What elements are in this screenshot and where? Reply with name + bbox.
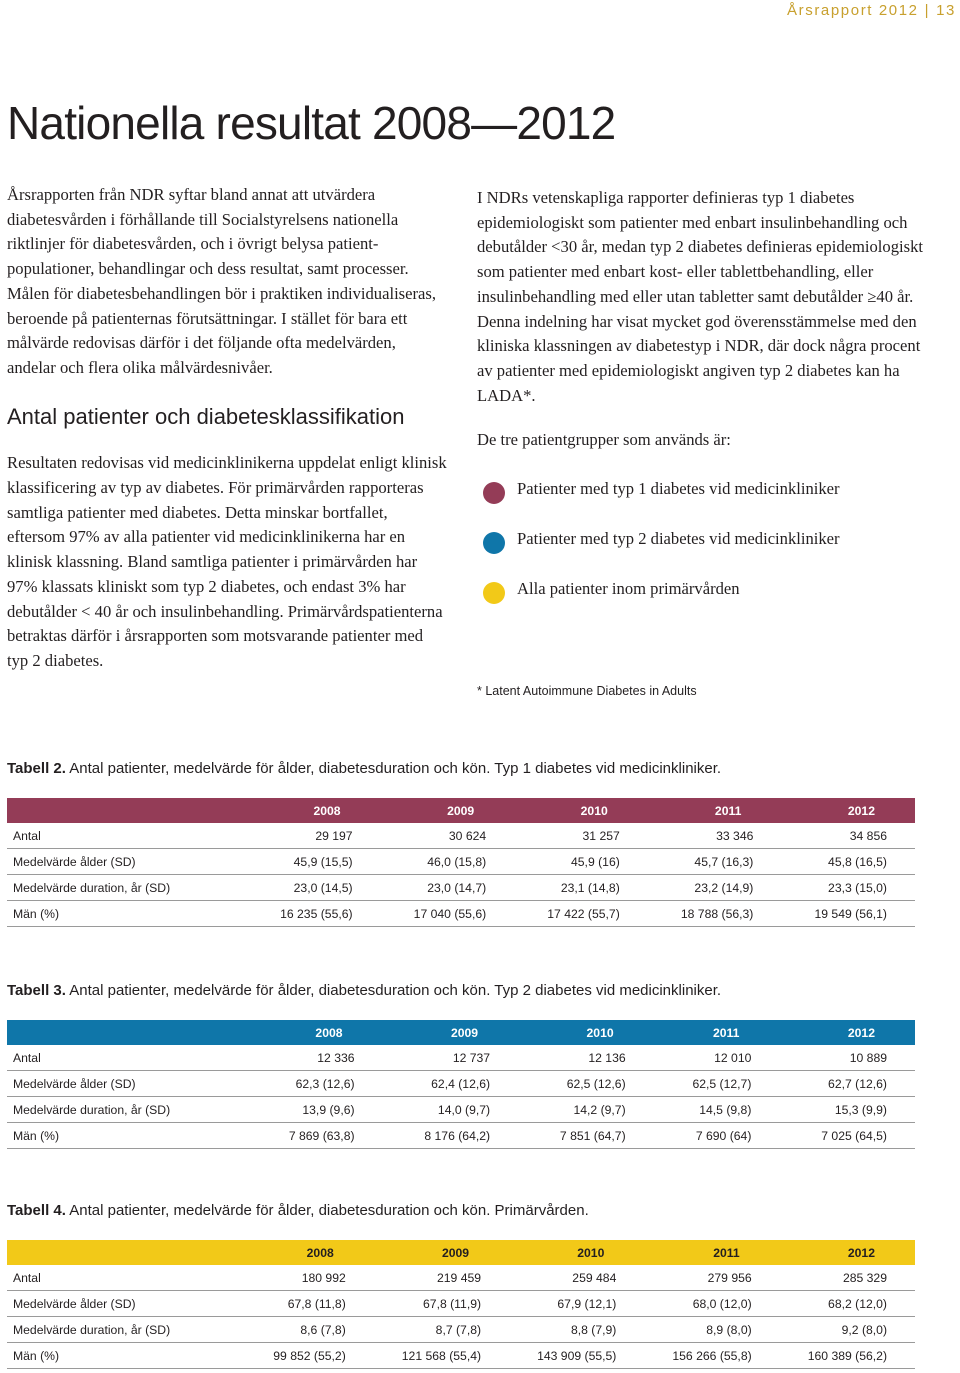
left-column xyxy=(7,183,447,674)
cell: 68,2 (12,0) xyxy=(780,1291,915,1317)
year-header: 2012 xyxy=(780,1240,915,1265)
cell: 17 422 (55,7) xyxy=(514,901,648,927)
group-label: Patienter med typ 2 diabetes vid medicinkliniker xyxy=(517,529,840,549)
cell: 18 788 (56,3) xyxy=(648,901,782,927)
cell: 30 624 xyxy=(381,823,515,849)
type2-dot-icon xyxy=(483,532,505,554)
cell: 45,8 (16,5) xyxy=(781,849,915,875)
cell: 219 459 xyxy=(374,1265,509,1291)
cell: 62,5 (12,6) xyxy=(518,1071,654,1097)
row-label: Medelvärde duration, år (SD) xyxy=(7,875,247,901)
table4-caption xyxy=(7,1202,589,1219)
cell: 14,5 (9,8) xyxy=(654,1097,780,1123)
table-row xyxy=(7,1291,915,1317)
row-label: Medelvärde ålder (SD) xyxy=(7,849,247,875)
group-label: Patienter med typ 1 diabetes vid medicinkliniker xyxy=(517,479,840,499)
table3 xyxy=(7,1020,915,1149)
cell: 259 484 xyxy=(509,1265,644,1291)
header-blank xyxy=(7,1020,247,1045)
year-header: 2009 xyxy=(381,798,515,823)
cell: 8,7 (7,8) xyxy=(374,1317,509,1343)
cell: 156 266 (55,8) xyxy=(644,1343,779,1369)
table-row xyxy=(7,1343,915,1369)
table-row xyxy=(7,1045,915,1071)
cell: 16 235 (55,6) xyxy=(247,901,381,927)
type1-dot-icon xyxy=(483,482,505,504)
report-name: Årsrapport 2012 xyxy=(787,2,919,19)
definition-paragraph: I NDRs vetenskapliga rapporter definieras typ 1 diabetes epidemiologiskt som patienter med enbart insulinbehandling och debutålder <30 år, medan typ 2 diabetes definieras epidemiologiskt som patienter med enbart kost- eller tablettbehandling, eller insulinbehandling med eller utan tabletter samt debutålder ≥40 år. Denna indelning har visat mycket god överensstämmelse med den kliniska klassningen av diabetestyp i NDR, där dock några procent av patienter med epidemiologiskt angiven typ 2 diabetes kan ha LADA*. xyxy=(477,188,923,405)
cell: 23,0 (14,7) xyxy=(381,875,515,901)
page-number: 13 xyxy=(936,2,956,19)
cell: 45,9 (15,5) xyxy=(247,849,381,875)
year-header: 2012 xyxy=(781,798,915,823)
year-header: 2008 xyxy=(247,798,381,823)
cell: 10 889 xyxy=(779,1045,915,1071)
cell: 8,8 (7,9) xyxy=(509,1317,644,1343)
cell: 31 257 xyxy=(514,823,648,849)
cell: 15,3 (9,9) xyxy=(779,1097,915,1123)
cell: 68,0 (12,0) xyxy=(644,1291,779,1317)
table3-caption xyxy=(7,982,721,999)
cell: 180 992 xyxy=(247,1265,374,1291)
row-label: Medelvärde ålder (SD) xyxy=(7,1291,247,1317)
cell: 62,7 (12,6) xyxy=(779,1071,915,1097)
cell: 62,3 (12,6) xyxy=(247,1071,383,1097)
cell: 62,5 (12,7) xyxy=(654,1071,780,1097)
row-label: Medelvärde duration, år (SD) xyxy=(7,1317,247,1343)
cell: 46,0 (15,8) xyxy=(381,849,515,875)
cell: 67,8 (11,8) xyxy=(247,1291,374,1317)
table3-number: Tabell 3. xyxy=(7,982,66,999)
table-row xyxy=(7,823,915,849)
cell: 7 025 (64,5) xyxy=(779,1123,915,1149)
page-title: Nationella resultat 2008—2012 xyxy=(7,97,616,149)
cell: 99 852 (55,2) xyxy=(247,1343,374,1369)
year-header: 2011 xyxy=(654,1020,780,1045)
row-label: Antal xyxy=(7,823,247,849)
row-label: Medelvärde duration, år (SD) xyxy=(7,1097,247,1123)
cell: 23,1 (14,8) xyxy=(514,875,648,901)
header-blank xyxy=(7,1240,247,1265)
cell: 143 909 (55,5) xyxy=(509,1343,644,1369)
table4-caption-text: Antal patienter, medelvärde för ålder, diabetesduration och kön. Primärvården. xyxy=(65,1202,589,1219)
cell: 160 389 (56,2) xyxy=(780,1343,915,1369)
cell: 12 136 xyxy=(518,1045,654,1071)
cell: 13,9 (9,6) xyxy=(247,1097,383,1123)
row-label: Antal xyxy=(7,1265,247,1291)
cell: 12 010 xyxy=(654,1045,780,1071)
table2-number: Tabell 2. xyxy=(7,760,66,777)
cell: 7 851 (64,7) xyxy=(518,1123,654,1149)
classification-paragraph: Resultaten redovisas vid medicinklinikerna uppdelat enligt klinisk klassificering av typ av diabetes. För primärvården rapporteras samtliga patienter med diabetes. Detta minskar bortfallet, eftersom 97% av alla patienter vid medicinklinikerna har en klinisk klassning. Bland samtliga patienter i primärvården har 97% klassats kliniskt som typ 2 diabetes, och endast 3% har debutålder < 40 år och insulinbehandling. Primärvårdspatienterna betraktas därför i årsrapporten som motsvarande patienter med typ 2 diabetes. xyxy=(7,453,447,670)
cell: 14,0 (9,7) xyxy=(383,1097,519,1123)
group-type1 xyxy=(477,477,937,527)
table-row xyxy=(7,1265,915,1291)
table-row xyxy=(7,875,915,901)
header-separator: | xyxy=(924,2,931,19)
year-header: 2010 xyxy=(518,1020,654,1045)
table-row xyxy=(7,1317,915,1343)
group-type2 xyxy=(477,527,937,577)
cell: 19 549 (56,1) xyxy=(781,901,915,927)
table2-caption xyxy=(7,760,721,777)
cell: 33 346 xyxy=(648,823,782,849)
group-label: Alla patienter inom primärvården xyxy=(517,579,740,599)
cell: 45,9 (16) xyxy=(514,849,648,875)
cell: 29 197 xyxy=(247,823,381,849)
header-blank xyxy=(7,798,247,823)
row-label: Män (%) xyxy=(7,1123,247,1149)
year-header: 2008 xyxy=(247,1240,374,1265)
year-header: 2009 xyxy=(383,1020,519,1045)
table4 xyxy=(7,1240,915,1369)
year-header: 2010 xyxy=(514,798,648,823)
cell: 8,6 (7,8) xyxy=(247,1317,374,1343)
cell: 67,9 (12,1) xyxy=(509,1291,644,1317)
running-header xyxy=(787,2,956,19)
cell: 7 690 (64) xyxy=(654,1123,780,1149)
footnote: * Latent Autoimmune Diabetes in Adults xyxy=(477,684,697,698)
primary-care-dot-icon xyxy=(483,582,505,604)
year-header: 2009 xyxy=(374,1240,509,1265)
group-primary-care xyxy=(477,577,937,627)
cell: 17 040 (55,6) xyxy=(381,901,515,927)
row-label: Medelvärde ålder (SD) xyxy=(7,1071,247,1097)
cell: 121 568 (55,4) xyxy=(374,1343,509,1369)
cell: 45,7 (16,3) xyxy=(648,849,782,875)
table3-caption-text: Antal patienter, medelvärde för ålder, diabetesduration och kön. Typ 2 diabetes vid medicinkliniker. xyxy=(65,982,722,999)
year-header: 2012 xyxy=(779,1020,915,1045)
cell: 23,0 (14,5) xyxy=(247,875,381,901)
intro-paragraph: Årsrapporten från NDR syftar bland annat att utvärdera diabetesvården i förhållande till Socialstyrelsens nationella riktlinjer för diabetesvården, och i övrigt belysa patientpopulationer, behandlingar och dess resultat, samt processer. Målen för diabetesbehandlingen bör i praktiken individualiseras, beroende på patienternas förutsättningar. I stället för bara ett målvärde redovisas därför i det följande ofta medelvärden, andelar och flera olika målvärdesnivåer. xyxy=(7,185,437,377)
cell: 8 176 (64,2) xyxy=(383,1123,519,1149)
patient-groups-list xyxy=(477,477,937,627)
right-column xyxy=(477,186,937,627)
row-label: Män (%) xyxy=(7,1343,247,1369)
table-header-row xyxy=(7,798,915,823)
cell: 14,2 (9,7) xyxy=(518,1097,654,1123)
cell: 23,3 (15,0) xyxy=(781,875,915,901)
table-header-row xyxy=(7,1240,915,1265)
table-row xyxy=(7,901,915,927)
cell: 67,8 (11,9) xyxy=(374,1291,509,1317)
row-label: Män (%) xyxy=(7,901,247,927)
cell: 34 856 xyxy=(781,823,915,849)
year-header: 2011 xyxy=(644,1240,779,1265)
cell: 9,2 (8,0) xyxy=(780,1317,915,1343)
cell: 8,9 (8,0) xyxy=(644,1317,779,1343)
groups-intro: De tre patientgrupper som används är: xyxy=(477,430,731,450)
year-header: 2008 xyxy=(247,1020,383,1045)
cell: 7 869 (63,8) xyxy=(247,1123,383,1149)
cell: 12 737 xyxy=(383,1045,519,1071)
cell: 23,2 (14,9) xyxy=(648,875,782,901)
table2-caption-text: Antal patienter, medelvärde för ålder, diabetesduration och kön. Typ 1 diabetes vid medicinkliniker. xyxy=(65,760,722,777)
table-row xyxy=(7,1071,915,1097)
cell: 285 329 xyxy=(780,1265,915,1291)
table-row xyxy=(7,849,915,875)
table2 xyxy=(7,798,915,927)
cell: 62,4 (12,6) xyxy=(383,1071,519,1097)
cell: 12 336 xyxy=(247,1045,383,1071)
table-row xyxy=(7,1097,915,1123)
year-header: 2011 xyxy=(648,798,782,823)
row-label: Antal xyxy=(7,1045,247,1071)
table4-number: Tabell 4. xyxy=(7,1202,66,1219)
table-header-row xyxy=(7,1020,915,1045)
year-header: 2010 xyxy=(509,1240,644,1265)
cell: 279 956 xyxy=(644,1265,779,1291)
table-row xyxy=(7,1123,915,1149)
section-heading: Antal patienter och diabetesklassifikation xyxy=(7,403,405,429)
